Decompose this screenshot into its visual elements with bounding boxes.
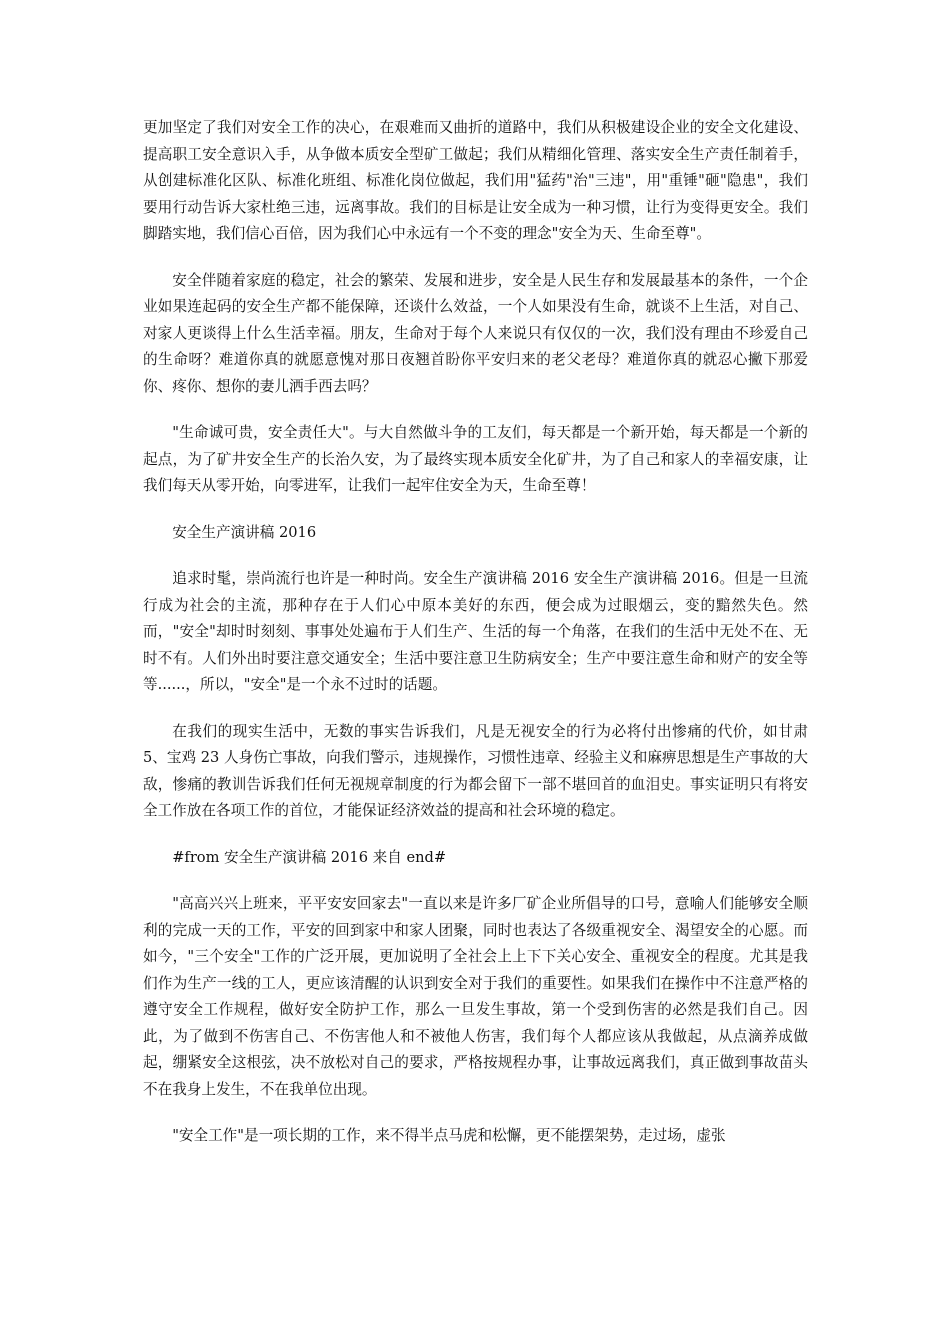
document-body bbox=[143, 115, 808, 1170]
paragraph-safety-family: 安全伴随着家庭的稳定，社会的繁荣、发展和进步，安全是人民生存和发展最基本的条件，一个企业如果连起码的安全生产都不能保障，还谈什么效益，一个人如果没有生命，就谈不上生活，对自己、对家人更谈得上什么生活幸福。朋友，生命对于每个人来说只有仅仅的一次，我们没有理由不珍爱自己的生命呀？难道你真的就愿意愧对那日夜翘首盼你平安归来的老父老母？难道你真的就忍心撇下那爱你、疼你、想你的妻儿洒手西去吗？ bbox=[143, 271, 808, 395]
paragraph-life-precious: "生命诚可贵，安全责任大"。与大自然做斗争的工友们，每天都是一个新开始，每天都是一个新的起点，为了矿井安全生产的长治久安，为了最终实现本质安全化矿井，为了自己和家人的幸福安康，让我们每天从零开始，向零进军，让我们一起牢住安全为天，生命至尊！ bbox=[143, 424, 808, 494]
paragraph-long-term: "安全工作"是一项长期的工作，来不得半点马虎和松懈，更不能摆架势，走过场，虚张 bbox=[172, 1127, 726, 1144]
paragraph-fashion: 追求时髦，崇尚流行也许是一种时尚。安全生产演讲稿 2016 安全生产演讲稿 2016。但是一旦流行成为社会的主流，那种存在于人们心中原本美好的东西，便会成为过眼烟云，变的黯然失色。然而，"安全"却时时刻刻、事事处处遍布于人们生产、生活的每一个角落，在我们的生活中无处不在、无时不有。人们外出时要注意交通安全；生活中要注意卫生防病安全；生产中要注意生命和财产的安全等等......，所以，"安全"是一个永不过时的话题。 bbox=[143, 570, 808, 693]
paragraph-slogan: "高高兴兴上班来，平平安安回家去"一直以来是许多厂矿企业所倡导的口号，意喻人们能够安全顺利的完成一天的工作，平安的回到家中和家人团聚，同时也表达了各级重视安全、渴望安全的心愿。而如今，"三个安全"工作的广泛开展，更加说明了全社会上上下下关心安全、重视安全的程度。尤其是我们作为生产一线的工人，更应该清醒的认识到安全对于我们的重要性。如果我们在操作中不注意严格的遵守安全工作规程，做好安全防护工作，那么一旦发生事故，第一个受到伤害的必然是我们自己。因此，为了做到不伤害自己、不伤害他人和不被他人伤害，我们每个人都应该从我做起，从点滴养成做起，绷紧安全这根弦，决不放松对自己的要求，严格按规程办事，让事故远离我们，真正做到事故苗头不在我身上发生，不在我单位出现。 bbox=[143, 895, 808, 1098]
section-title: 安全生产演讲稿 2016 bbox=[172, 523, 317, 541]
source-marker: #from 安全生产演讲稿 2016 来自 end# bbox=[172, 848, 447, 866]
paragraph-reality: 在我们的现实生活中，无数的事实告诉我们，凡是无视安全的行为必将付出惨痛的代价，如甘肃 5、宝鸡 23 人身伤亡事故，向我们警示，违规操作，习惯性违章、经验主义和麻痹思想是生产事故的大敌，惨痛的教训告诉我们任何无视规章制度的行为都会留下一部不堪回首的血泪史。事实证明只有将安全工作放在各项工作的首位，才能保证经济效益的提高和社会环境的稳定。 bbox=[143, 722, 808, 819]
paragraph-continuation: 更加坚定了我们对安全工作的决心，在艰难而又曲折的道路中，我们从积极建设企业的安全文化建设、提高职工安全意识入手，从争做本质安全型矿工做起；我们从精细化管理、落实安全生产责任制着手，从创建标准化区队、标准化班组、标准化岗位做起，我们用"猛药"治"三违"，用"重锤"砸"隐患"，我们要用行动告诉大家杜绝三违，远离事故。我们的目标是让安全成为一种习惯，让行为变得更安全。我们脚踏实地，我们信心百倍，因为我们心中永远有一个不变的理念"安全为天、生命至尊"。 bbox=[143, 119, 808, 242]
